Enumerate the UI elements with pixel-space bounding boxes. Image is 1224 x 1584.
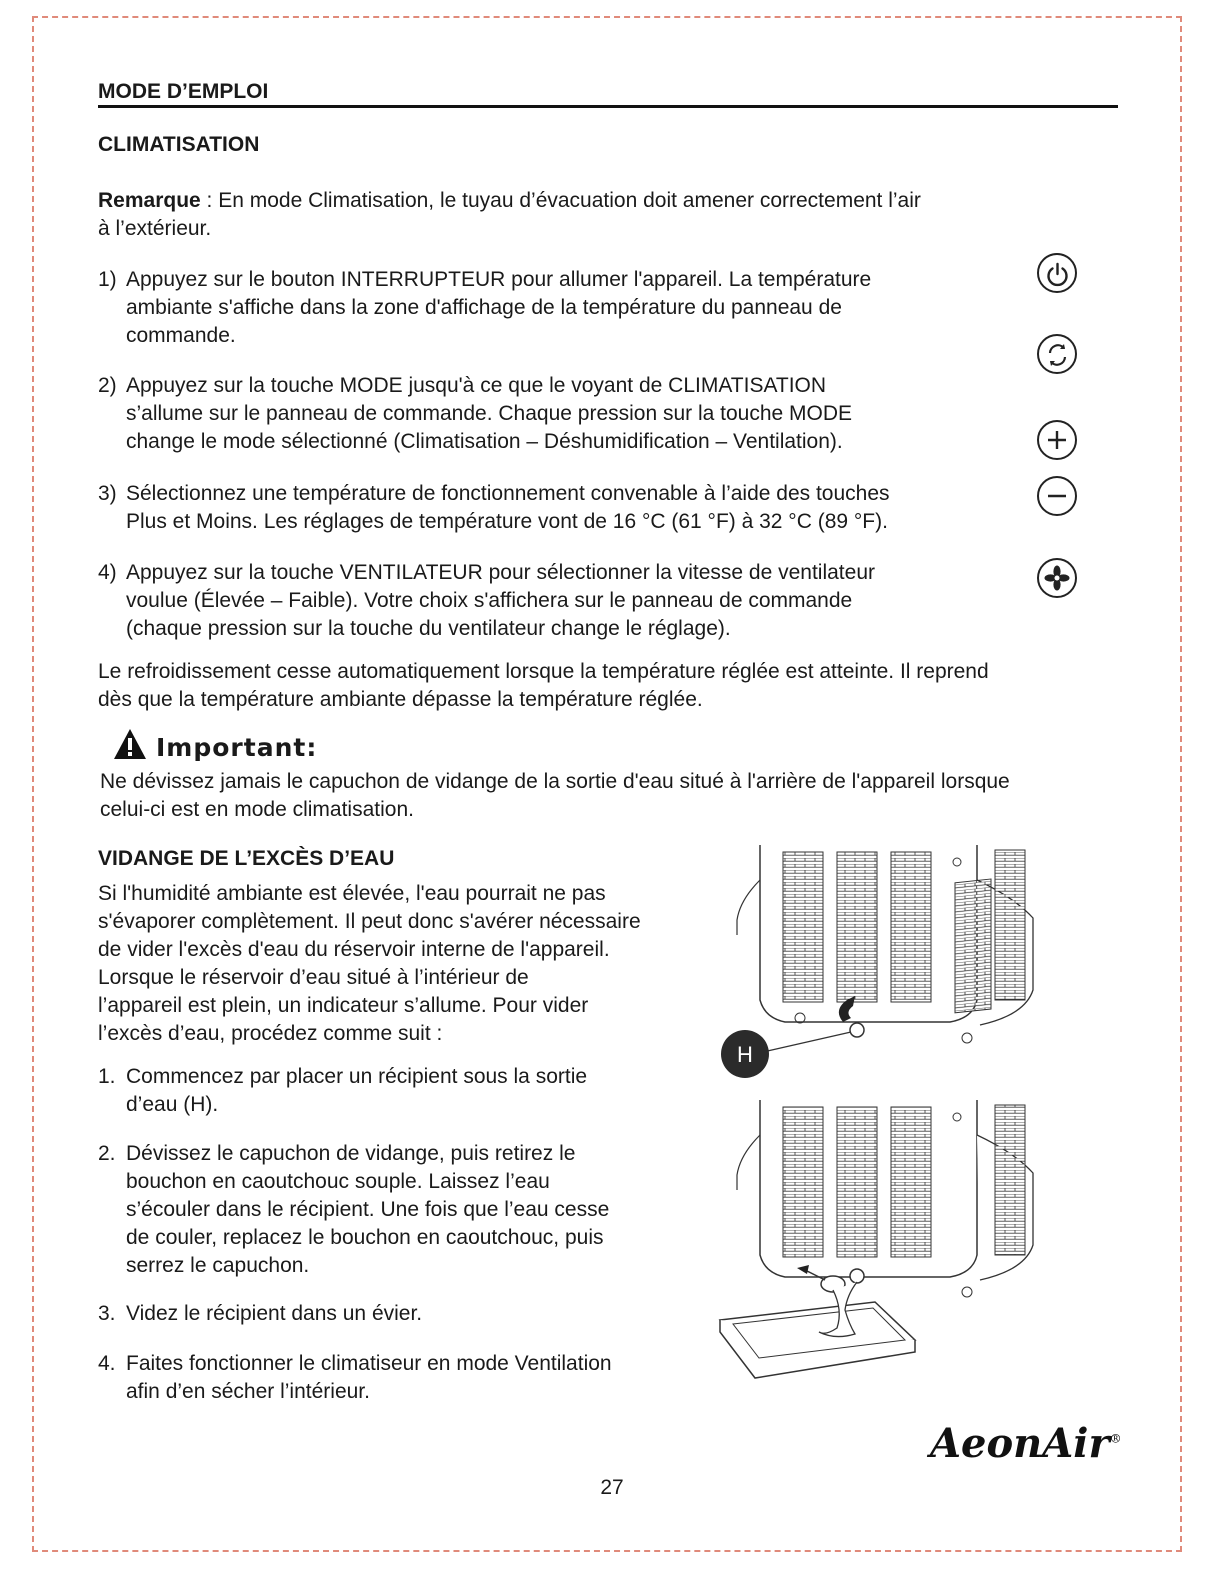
important-title: Important: xyxy=(156,733,318,762)
cooling-summary xyxy=(98,658,1128,714)
step-line: Plus et Moins. Les réglages de température vont de 16 °C (61 °F) à 32 °C (89 °F). xyxy=(126,510,888,533)
page-number: 27 xyxy=(600,1476,624,1499)
cooling-step-4 xyxy=(98,559,998,643)
step-number: 2. xyxy=(98,1142,116,1165)
drain-title: VIDANGE DE L’EXCÈS D’EAU xyxy=(98,847,395,870)
cooling-note xyxy=(98,187,1058,243)
intro-line: s'évaporer complètement. Il peut donc s'avérer nécessaire xyxy=(98,910,641,933)
step-number: 1) xyxy=(98,268,117,291)
note-text-2: à l’extérieur. xyxy=(98,217,212,240)
summary-line: Le refroidissement cesse automatiquement lorsque la température réglée est atteinte. Il reprend xyxy=(98,660,989,683)
plus-icon xyxy=(1037,420,1077,460)
step-number: 2) xyxy=(98,374,117,397)
fan-icon xyxy=(1037,558,1077,598)
step-line: s’écouler dans le récipient. Une fois que l’eau cesse xyxy=(126,1198,610,1221)
step-line: ambiante s'affiche dans la zone d'affichage de la température du panneau de xyxy=(126,296,842,319)
cooling-step-1 xyxy=(98,266,998,350)
brand-logo xyxy=(930,1420,1122,1467)
note-label: Remarque xyxy=(98,189,201,212)
step-line: Appuyez sur le bouton INTERRUPTEUR pour allumer l'appareil. La température xyxy=(126,268,872,291)
intro-line: Lorsque le réservoir d’eau situé à l’intérieur de xyxy=(98,966,529,989)
step-line: Dévissez le capuchon de vidange, puis retirez le xyxy=(126,1142,576,1165)
cooling-step-3 xyxy=(98,480,998,536)
callout-h-label: H xyxy=(737,1042,753,1067)
drain-illustration xyxy=(715,840,1075,1400)
drain-step-3 xyxy=(98,1300,688,1328)
step-line: Appuyez sur la touche VENTILATEUR pour sélectionner la vitesse de ventilateur xyxy=(126,561,875,584)
brand-name: AeonAir xyxy=(930,1420,1110,1467)
unit-rear-view-bottom xyxy=(720,1100,1033,1378)
drain-step-1 xyxy=(98,1063,688,1119)
registered-mark: ® xyxy=(1109,1431,1122,1446)
step-number: 3. xyxy=(98,1302,116,1325)
step-line: Faites fonctionner le climatiseur en mode Ventilation xyxy=(126,1352,612,1375)
step-line: Sélectionnez une température de fonctionnement convenable à l’aide des touches xyxy=(126,482,890,505)
step-line: afin d’en sécher l’intérieur. xyxy=(126,1380,370,1403)
step-line: d’eau (H). xyxy=(126,1093,219,1116)
step-line: Commencez par placer un récipient sous la sortie xyxy=(126,1065,588,1088)
cooling-step-2 xyxy=(98,372,998,456)
important-line: celui-ci est en mode climatisation. xyxy=(100,798,414,821)
step-line: serrez le capuchon. xyxy=(126,1254,310,1277)
step-line: voulue (Élevée – Faible). Votre choix s'affichera sur le panneau de commande xyxy=(126,589,853,612)
step-line: bouchon en caoutchouc souple. Laissez l’eau xyxy=(126,1170,550,1193)
step-line: (chaque pression sur la touche du ventilateur change le réglage). xyxy=(126,617,731,640)
mode-icon xyxy=(1037,334,1077,374)
step-line: de couler, replacez le bouchon en caoutchouc, puis xyxy=(126,1226,604,1249)
header-rule xyxy=(98,105,1118,108)
step-number: 3) xyxy=(98,482,117,505)
intro-line: l’excès d’eau, procédez comme suit : xyxy=(98,1022,443,1045)
cooling-title: CLIMATISATION xyxy=(98,133,260,156)
drain-step-2 xyxy=(98,1140,688,1280)
intro-line: l’appareil est plein, un indicateur s’allume. Pour vider xyxy=(98,994,589,1017)
step-line: Appuyez sur la touche MODE jusqu'à ce que le voyant de CLIMATISATION xyxy=(126,374,827,397)
summary-line: dès que la température ambiante dépasse la température réglée. xyxy=(98,688,703,711)
step-number: 1. xyxy=(98,1065,116,1088)
important-line: Ne dévissez jamais le capuchon de vidange de la sortie d'eau situé à l'arrière de l'appareil lorsque xyxy=(100,770,1010,793)
intro-line: de vider l'excès d'eau du réservoir interne de l'appareil. xyxy=(98,938,610,961)
step-line: commande. xyxy=(126,324,236,347)
power-icon xyxy=(1037,253,1077,293)
minus-icon xyxy=(1037,476,1077,516)
note-text-1: : En mode Climatisation, le tuyau d’évacuation doit amener correctement l’air xyxy=(200,189,921,212)
warning-icon xyxy=(112,727,148,766)
step-number: 4) xyxy=(98,561,117,584)
intro-line: Si l'humidité ambiante est élevée, l'eau pourrait ne pas xyxy=(98,882,606,905)
drain-step-4 xyxy=(98,1350,688,1406)
step-line: s’allume sur le panneau de commande. Chaque pression sur la touche MODE xyxy=(126,402,853,425)
step-line: change le mode sélectionné (Climatisation – Déshumidification – Ventilation). xyxy=(126,430,843,453)
header-title: MODE D’EMPLOI xyxy=(98,80,269,103)
step-number: 4. xyxy=(98,1352,116,1375)
important-text xyxy=(100,768,1130,824)
drain-intro xyxy=(98,880,718,1048)
step-line: Videz le récipient dans un évier. xyxy=(126,1302,423,1325)
unit-rear-view-top xyxy=(737,845,1033,1052)
